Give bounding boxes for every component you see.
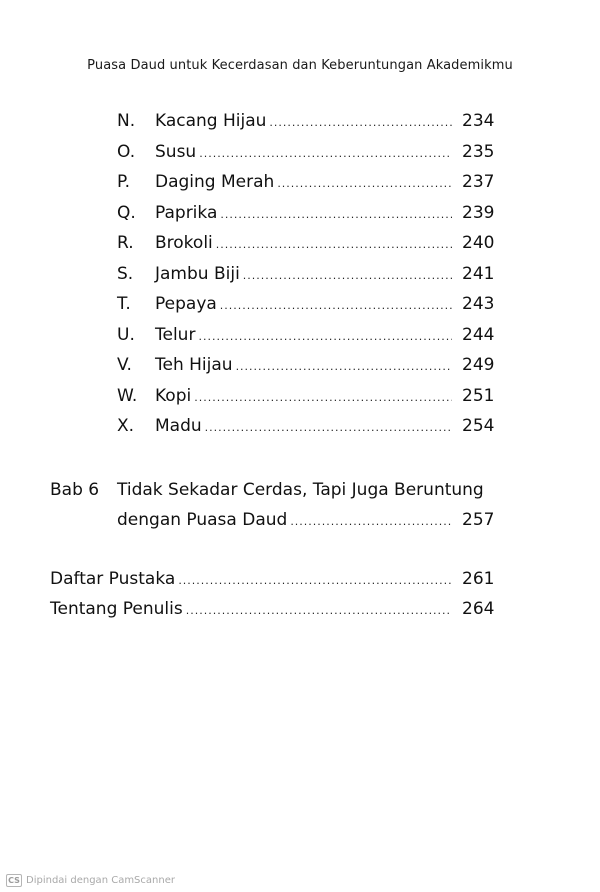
entry-title: Madu xyxy=(155,416,202,436)
entry-title: Brokoli xyxy=(155,233,213,253)
entry-page-number: 261 xyxy=(462,569,495,589)
toc-entry[interactable] xyxy=(117,384,495,408)
dot-leader xyxy=(290,510,452,534)
dot-leader xyxy=(243,264,452,288)
chapter-title-line-1[interactable]: Tidak Sekadar Cerdas, Tapi Juga Beruntung xyxy=(117,480,484,500)
dot-leader xyxy=(198,325,452,349)
dot-leader xyxy=(220,203,452,227)
toc-entry[interactable] xyxy=(117,109,495,133)
scanner-watermark-text: Dipindai dengan CamScanner xyxy=(26,875,175,886)
entry-letter: U. xyxy=(117,325,135,345)
toc-entry[interactable] xyxy=(117,170,495,194)
entry-title: Tentang Penulis xyxy=(50,599,183,619)
toc-entry[interactable] xyxy=(117,140,495,164)
toc-entry[interactable] xyxy=(117,323,495,347)
entry-letter: Q. xyxy=(117,203,136,223)
toc-entry[interactable] xyxy=(117,231,495,255)
dot-leader xyxy=(205,416,452,440)
entry-title: Kacang Hijau xyxy=(155,111,267,131)
entry-page-number: 235 xyxy=(462,142,495,162)
entry-title: Kopi xyxy=(155,386,192,406)
chapter-entry[interactable] xyxy=(117,508,495,532)
entry-title: Pepaya xyxy=(155,294,217,314)
entry-page-number: 244 xyxy=(462,325,495,345)
dot-leader xyxy=(277,172,452,196)
entry-letter: R. xyxy=(117,233,134,253)
entry-page-number: 240 xyxy=(462,233,495,253)
entry-title: Susu xyxy=(155,142,197,162)
camscanner-icon: CS xyxy=(6,874,22,887)
chapter-page-number: 257 xyxy=(462,510,495,530)
chapter-label: Bab 6 xyxy=(50,480,100,500)
back-matter-entry[interactable] xyxy=(50,597,495,621)
entry-title: Telur xyxy=(155,325,196,345)
entry-letter: P. xyxy=(117,172,131,192)
dot-leader xyxy=(269,111,452,135)
entry-page-number: 243 xyxy=(462,294,495,314)
toc-entry[interactable] xyxy=(117,262,495,286)
entry-title: Teh Hijau xyxy=(155,355,233,375)
dot-leader xyxy=(220,294,452,318)
dot-leader xyxy=(236,355,452,379)
toc-entry[interactable] xyxy=(117,292,495,316)
entry-letter: O. xyxy=(117,142,136,162)
entry-letter: W. xyxy=(117,386,138,406)
entry-letter: N. xyxy=(117,111,136,131)
dot-leader xyxy=(216,233,452,257)
entry-title: Paprika xyxy=(155,203,218,223)
entry-page-number: 249 xyxy=(462,355,495,375)
entry-page-number: 251 xyxy=(462,386,495,406)
entry-page-number: 254 xyxy=(462,416,495,436)
entry-page-number: 234 xyxy=(462,111,495,131)
toc-entry[interactable] xyxy=(117,353,495,377)
entry-letter: T. xyxy=(117,294,131,314)
toc-entry[interactable] xyxy=(117,201,495,225)
running-header: Puasa Daud untuk Kecerdasan dan Keberuntungan Akademikmu xyxy=(87,58,513,73)
back-matter-entry[interactable] xyxy=(50,567,495,591)
dot-leader xyxy=(178,569,452,593)
entry-letter: X. xyxy=(117,416,135,436)
chapter-title-line-2: dengan Puasa Daud xyxy=(117,510,288,530)
dot-leader xyxy=(186,599,452,623)
entry-title: Daftar Pustaka xyxy=(50,569,176,589)
entry-letter: S. xyxy=(117,264,134,284)
scanner-watermark xyxy=(6,874,175,887)
entry-page-number: 241 xyxy=(462,264,495,284)
entry-title: Jambu Biji xyxy=(155,264,240,284)
entry-title: Daging Merah xyxy=(155,172,275,192)
entry-page-number: 239 xyxy=(462,203,495,223)
dot-leader xyxy=(194,386,452,410)
dot-leader xyxy=(199,142,452,166)
entry-page-number: 264 xyxy=(462,599,495,619)
toc-entry[interactable] xyxy=(117,414,495,438)
entry-page-number: 237 xyxy=(462,172,495,192)
entry-letter: V. xyxy=(117,355,132,375)
